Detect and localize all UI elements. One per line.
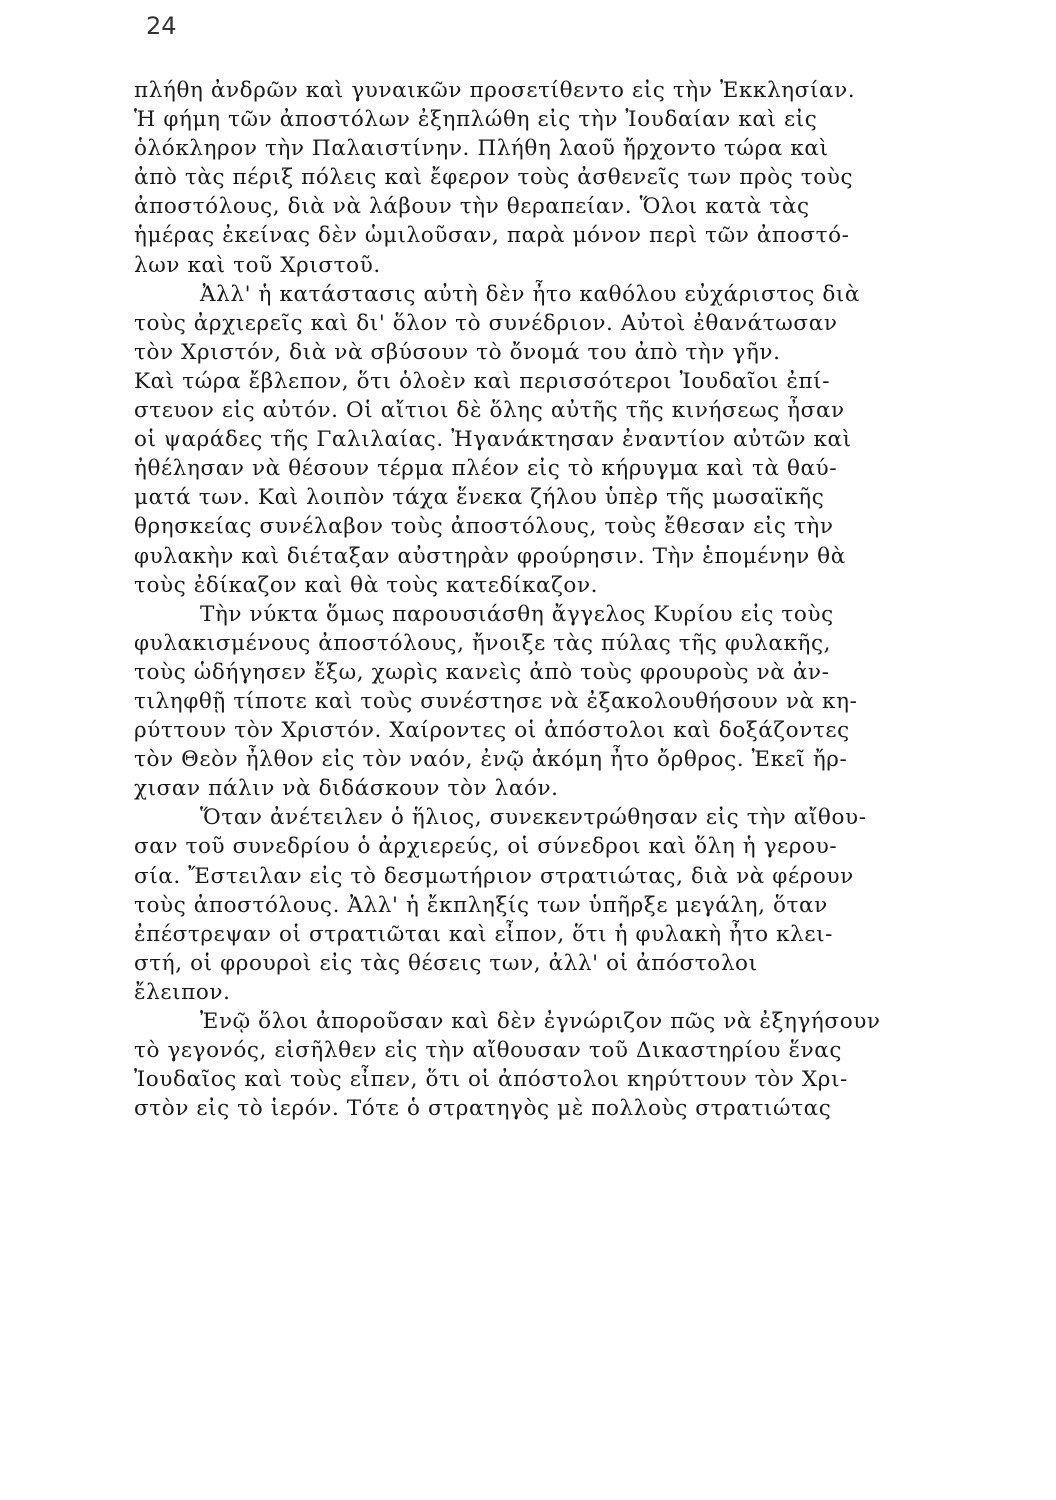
text-line: Ἰουδαῖος καὶ τοὺς εἶπεν, ὅτι οἱ ἀπόστολοι κηρύττουν τὸν Χρι-: [134, 1067, 848, 1093]
text-line: οἱ ψαράδες τῆς Γαλιλαίας. Ἠγανάκτησαν ἐναντίον αὐτῶν καὶ: [134, 427, 852, 453]
text-line: Ἡ φήμη τῶν ἀποστόλων ἐξηπλώθη εἰς τὴν Ἰουδαίαν καὶ εἰς: [134, 107, 818, 133]
text-line: τοὺς ἐδίκαζον καὶ θὰ τοὺς κατεδίκαζον.: [134, 572, 599, 598]
text-line: τοὺς ἀρχιερεῖς καὶ δι' ὅλον τὸ συνέδριον. Αὐτοὶ ἐθανάτωσαν: [134, 310, 838, 336]
text-line: Ἐνῷ ὅλοι ἀποροῦσαν καὶ δὲν ἐγνώριζον πῶς νὰ ἐξηγήσουν: [200, 1009, 881, 1034]
text-line: τὸ γεγονός, εἰσῆλθεν εἰς τὴν αἴθουσαν τοῦ Δικαστηρίου ἕνας: [134, 1038, 843, 1064]
text-line: φυλακὴν καὶ διέταξαν αὐστηρὰν φρούρησιν. Τὴν ἑπομένην θὰ: [134, 543, 846, 569]
text-line: τοὺς ἀποστόλους. Ἀλλ' ἡ ἔκπληξίς των ὑπῆρξε μεγάλη, ὅταν: [134, 892, 828, 918]
text-line: ὁλόκληρον τὴν Παλαιστίνην. Πλήθη λαοῦ ἤρχοντο τώρα καὶ: [134, 136, 829, 162]
text-line: ἐπέστρεψαν οἱ στρατιῶται καὶ εἶπον, ὅτι ἡ φυλακὴ ἦτο κλει-: [134, 921, 834, 947]
text-line: πλήθη ἀνδρῶν καὶ γυναικῶν προσετίθεντο εἰς τὴν Ἐκκλησίαν.: [134, 78, 856, 103]
text-line: ρύττουν τὸν Χριστόν. Χαίροντες οἱ ἀπόστολοι καὶ δοξάζοντες: [134, 718, 850, 744]
text-line: ματά των. Καὶ λοιπὸν τάχα ἕνεκα ζήλου ὑπὲρ τῆς μωσαϊκῆς: [134, 485, 825, 511]
text-line: ἀπὸ τὰς πέριξ πόλεις καὶ ἔφερον τοὺς ἀσθενεῖς των πρὸς τοὺς: [134, 165, 854, 191]
text-line: σία. Ἔστειλαν εἰς τὸ δεσμωτήριον στρατιώτας, διὰ νὰ φέρουν: [134, 863, 854, 889]
text-line: στή, οἱ φρουροὶ εἰς τὰς θέσεις των, ἀλλ' οἱ ἀπόστολοι: [134, 950, 758, 976]
text-line: Ἀλλ' ἡ κατάστασις αὐτὴ δὲν ἦτο καθόλου εὐχάριστος διὰ: [200, 281, 861, 307]
text-line: τὸν Χριστόν, διὰ νὰ σβύσουν τὸ ὄνομά του ἀπὸ τὴν γῆν.: [134, 339, 781, 365]
text-line: σαν τοῦ συνεδρίου ὁ ἀρχιερεύς, οἱ σύνεδροι καὶ ὅλη ἡ γερου-: [134, 834, 838, 860]
text-line: τοὺς ὡδήγησεν ἔξω, χωρὶς κανεὶς ἀπὸ τοὺς φρουροὺς νὰ ἀν-: [134, 659, 830, 685]
text-line: Τὴν νύκτα ὅμως παρουσιάσθη ἄγγελος Κυρίου εἰς τοὺς: [200, 601, 834, 627]
text-line: Ὅταν ἀνέτειλεν ὁ ἥλιος, συνεκεντρώθησαν εἰς τὴν αἴθου-: [200, 805, 867, 831]
text-line: ἠθέλησαν νὰ θέσουν τέρμα πλέον εἰς τὸ κήρυγμα καὶ τὰ θαύ-: [134, 456, 838, 482]
text-line: ἔλειπον.: [134, 979, 231, 1005]
body-text: [134, 76, 974, 1123]
text-line: τὸν Θεὸν ἦλθον εἰς τὸν ναόν, ἐνῷ ἀκόμη ἦτο ὄρθρος. Ἐκεῖ ἤρ-: [134, 747, 848, 773]
text-line: τιληφθῇ τίποτε καὶ τοὺς συνέστησε νὰ ἐξακολουθήσουν νὰ κη-: [134, 688, 858, 714]
text-line: λων καὶ τοῦ Χριστοῦ.: [134, 252, 381, 278]
text-line: Καὶ τώρα ἔβλεπον, ὅτι ὁλοὲν καὶ περισσότεροι Ἰουδαῖοι ἐπί-: [134, 368, 831, 394]
text-line: ἀποστόλους, διὰ νὰ λάβουν τὴν θεραπείαν. Ὅλοι κατὰ τὰς: [134, 194, 810, 220]
text-line: ἡμέρας ἐκείνας δὲν ὡμιλοῦσαν, παρὰ μόνον περὶ τῶν ἀποστό-: [134, 223, 850, 249]
text-line: στὸν εἰς τὸ ἱερόν. Τότε ὁ στρατηγὸς μὲ πολλοὺς στρατιώτας: [134, 1096, 832, 1122]
text-line: θρησκείας συνέλαβον τοὺς ἀποστόλους, τοὺς ἔθεσαν εἰς τὴν: [134, 514, 834, 540]
text-line: φυλακισμένους ἀποστόλους, ἤνοιξε τὰς πύλας τῆς φυλακῆς,: [134, 630, 832, 656]
page-number: 24: [146, 12, 177, 40]
text-line: χισαν πάλιν νὰ διδάσκουν τὸν λαόν.: [134, 776, 559, 802]
text-line: στευον εἰς αὐτόν. Οἱ αἴτιοι δὲ ὅλης αὐτῆς τῆς κινήσεως ἦσαν: [134, 398, 845, 424]
